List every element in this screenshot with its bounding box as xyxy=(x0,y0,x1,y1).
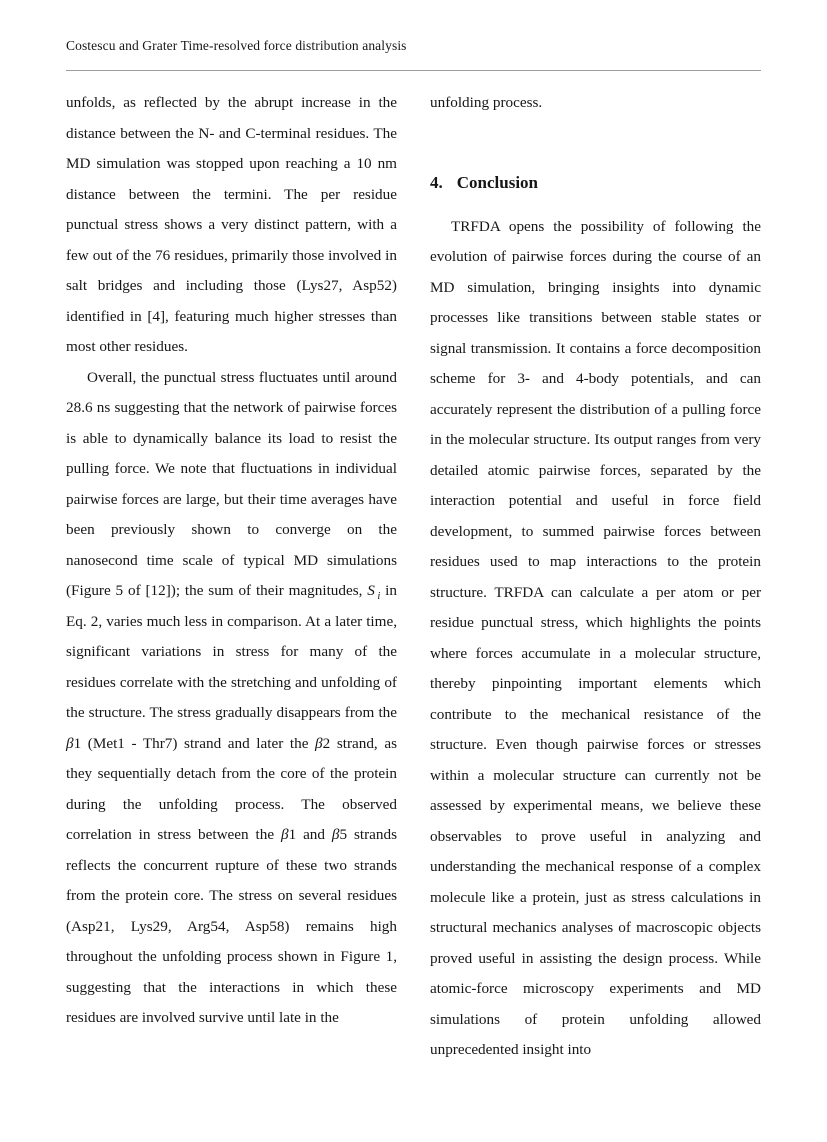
section-number: 4. xyxy=(430,172,443,192)
header-rule xyxy=(66,70,761,71)
section-title: Conclusion xyxy=(456,172,538,192)
right-column xyxy=(430,88,761,1066)
running-head: Costescu and Grater Time-resolved force distribution analysis xyxy=(66,38,407,53)
paragraph: Overall, the punctual stress fluctuates until around 28.6 ns suggesting that the network of pairwise forces is able to dynamically balance its load to resist the pulling force. We note that fluctuations in individual pairwise forces are large, but their time averages have been previously shown to converge on the nanosecond time scale of typical MD simulations (Figure 5 of [12]); the sum of their magnitudes, S $_i$ in Eq. 2, varies much less in comparison. At a later time, significant variations in stress for many of the residues correlate with the stretching and unfolding of the structure. The stress gradually disappears from the β1 (Met1 - Thr7) strand and later the β2 strand, as they sequentially detach from the core of the protein during the unfolding process. The observed correlation in stress between the β1 and β5 strands reflects the concurrent rupture of these two strands from the protein core. The stress on several residues (Asp21, Lys29, Arg54, Asp58) remains high throughout the unfolding process shown in Figure 1, suggesting that the interactions in which these residues are involved survive until late in the xyxy=(66,368,398,1026)
paragraph: unfolds, as reflected by the abrupt increase in the distance between the N- and C-terminal residues. The MD simulation was stopped upon reaching a 10 nm distance between the termini. The per residue punctual stress shows a very distinct pattern, with a few out of the 76 residues, primarily those involved in salt bridges and including those (Lys27, Asp52) identified in [4], featuring much higher stresses than most other residues. xyxy=(66,94,397,355)
paragraph: TRFDA opens the possibility of following the evolution of pairwise forces during the course of an MD simulation, bringing insights into dynamic processes like transitions between stable states or signal transmission. It contains a force decomposition scheme for 3- and 4-body potentials, and can accurately represent the distribution of a pulling force in the molecular structure. Its output ranges from very detailed atomic pairwise forces, separated by the interaction potential and useful in force field development, to summed pairwise forces between residues used to map interactions to the protein structure. TRFDA can calculate a per atom or per residue punctual stress, which highlights the points where forces accumulate in a molecular structure, thereby pinpointing important elements which contribute to the mechanical resistance of the structure. Even though pairwise forces or stresses within a molecular structure can currently not be assessed by experimental means, we believe these observables to prove useful in analyzing and understanding the mechanical response of a complex molecule like a protein, just as stress calculations in structural mechanics analyses of macroscopic objects proved useful in assisting the design process. While atomic-force microscopy experiments and MD simulations of protein unfolding allowed unprecedented insight into xyxy=(430,217,761,1058)
two-column-body xyxy=(66,88,762,1066)
paragraph-continuation: unfolding process. xyxy=(430,94,543,111)
left-column xyxy=(66,88,397,1066)
section-heading xyxy=(430,171,761,195)
